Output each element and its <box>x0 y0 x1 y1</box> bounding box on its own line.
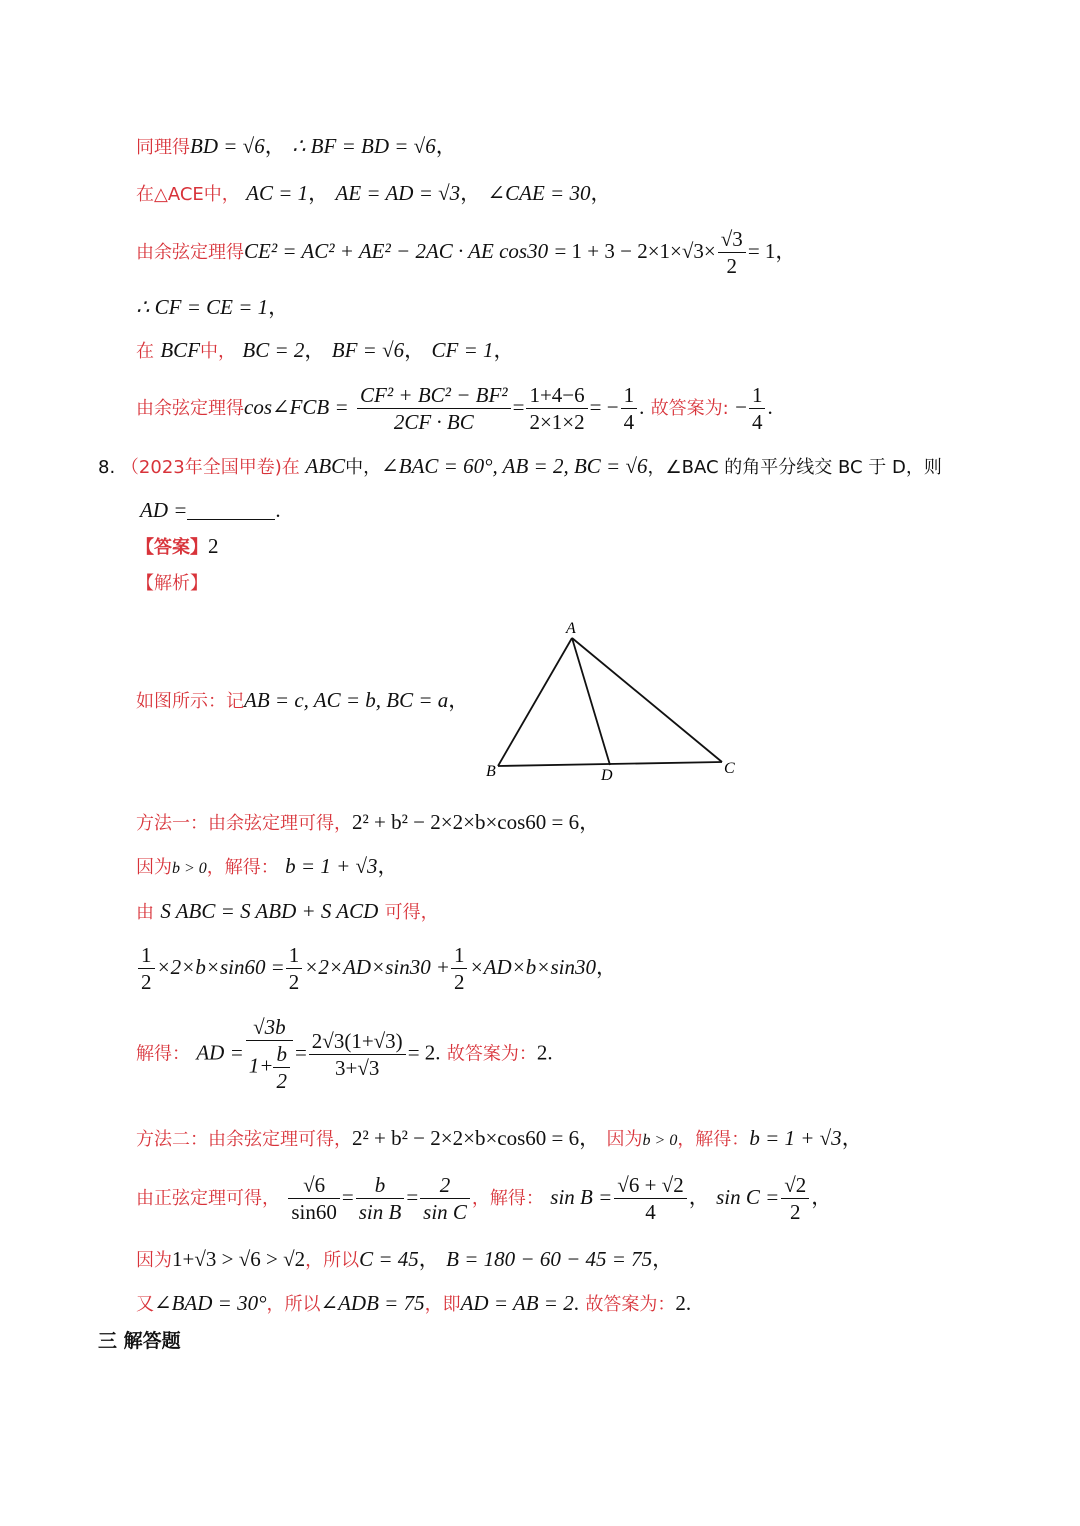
math: 1+√3 > √6 > √2 <box>172 1247 306 1271</box>
text: 方法一：由余弦定理可得， <box>136 813 352 834</box>
math: ∴ CF = CE = 1 <box>136 295 269 319</box>
text: 可得， <box>384 902 439 923</box>
text: 由余弦定理得 <box>136 398 244 419</box>
text: 在 <box>136 341 154 362</box>
text: 由 <box>136 902 154 923</box>
text: 因为 <box>136 1250 172 1271</box>
line-triangle-ace: 在△ACE中， AC = 1， AE = AD = √3， ∠CAE = 30， <box>136 181 612 205</box>
text: 中， <box>345 457 382 478</box>
question-number: 8. <box>98 457 116 478</box>
triangle-figure <box>480 618 750 788</box>
method1-line3 <box>136 898 439 926</box>
answer-label: 【答案】 <box>136 537 208 558</box>
math: BF = √6 <box>331 338 405 362</box>
fraction: $\frac{√2}{2}$ <box>781 1172 809 1225</box>
text: 解得： <box>136 1043 190 1065</box>
label-d: D <box>601 767 613 784</box>
math: cos∠FCB = <box>244 395 349 419</box>
answer-value: 2 <box>536 1040 548 1065</box>
text: 如图所示：记 <box>136 691 244 712</box>
math: b = 1 + √3 <box>749 1126 842 1150</box>
text: 中， <box>200 341 237 362</box>
label-b: B <box>486 763 496 780</box>
math: BC = 2 <box>242 338 305 362</box>
label-a: A <box>566 620 576 637</box>
fraction: $\frac{1}{4}$ <box>621 382 638 435</box>
line-cos-fcb: 由余弦定理得cos∠FCB = $\frac{\text{CF² + BC² − BF²}}{2CF \cdot BC}$ = $\frac{1+4-6}{2\times 1\times 2}$ = − $\frac{1}{4}$ . 故答案为: − $\frac{1}{4}$ . <box>136 383 773 434</box>
text: 因为 <box>136 857 172 878</box>
fraction: $\frac{√6}{\sin 60}$ <box>288 1172 340 1225</box>
math: = 1 <box>747 239 776 263</box>
line-cosine-ce: 由余弦定理得CE² = AC² + AE² − 2AC · AE cos30 = 1 + 3 − 2×1×√3× $\frac{√3}{2}$ = 1， <box>136 227 797 278</box>
analysis-label: 【解析】 <box>136 573 208 594</box>
math: AB = c, AC = b, BC = a <box>244 688 449 712</box>
fraction: $\frac{1+4-6}{2\times 1\times 2}$ <box>526 382 587 435</box>
side-ac <box>572 638 722 762</box>
answer-value: 2 <box>208 534 219 558</box>
text: ，解得： <box>471 1188 544 1209</box>
math: ∠BAD = 30° <box>154 1291 267 1315</box>
text: 因为 <box>606 1129 643 1150</box>
line-cf-equals-ce: ∴ CF = CE = 1， <box>136 295 290 319</box>
analysis <box>136 569 208 597</box>
text: 故答案为： <box>585 1294 676 1315</box>
method2-line1: 方法二：由余弦定理可得，2² + b² − 2×2×b×cos60 = 6， 因为b > 0，解得：b = 1 + √3， <box>136 1126 863 1150</box>
math: AE = AD = √3 <box>335 181 461 205</box>
math: sin C = <box>716 1185 780 1209</box>
method2-line2: 由正弦定理可得， $\frac{√6}{\sin 60}$ = $\frac{b}{\text{sin B}}$ = $\frac{2}{\text{sin C}}$ ，解得： sin B = $\frac{√6 + √2}{4}$ ， sin C = $\frac{√2}{2}$ ， <box>136 1173 833 1224</box>
math: S ABC = S ABD + S ACD <box>160 899 379 923</box>
text: ，所以 <box>266 1294 321 1315</box>
text: ，即 <box>424 1294 461 1315</box>
label-c: C <box>724 760 735 777</box>
math: ×2×b×sin60 <box>156 955 266 979</box>
text: 故答案为： <box>446 1043 537 1065</box>
method1-line5: 解得： AD = √3b 1+ $\frac{b}{2}$ = $\frac{2√3(1+√3)}{3+√3}$ = 2. 故答案为：2. <box>136 1015 553 1093</box>
math: AC = 1 <box>246 181 309 205</box>
math: AD = AB = 2 <box>460 1291 574 1315</box>
question-8 <box>98 453 942 481</box>
text: ，解得： <box>206 857 279 878</box>
line-bd-equals-root6: 同理得BD = √6， ∴ BF = BD = √6， <box>136 134 457 158</box>
method2-line4: 又∠BAD = 30°，所以∠ADB = 75，即AD = AB = 2. 故答案为：2. <box>136 1291 692 1315</box>
answer-value: 2 <box>675 1291 686 1315</box>
math: ×2×AD×sin30 <box>304 955 431 979</box>
math: b > 0 <box>172 860 207 877</box>
text: 故答案为: <box>650 398 729 419</box>
math: ∴ BF = BD = √6 <box>292 134 436 158</box>
math: ∠BAC = 60°, AB = 2, BC = √6 <box>381 454 648 478</box>
method1-line2: 因为b > 0，解得： b = 1 + √3， <box>136 854 399 878</box>
math: = 2 <box>407 1040 436 1065</box>
math: C = 45 <box>359 1247 419 1271</box>
math: B = 180 − 60 − 45 = 75 <box>446 1247 653 1271</box>
fraction: $\frac{2√3(1+√3)}{3+√3}$ <box>309 1028 406 1081</box>
math: CE² = AC² + AE² − 2AC · AE cos30 <box>244 239 549 263</box>
math: ×AD×b×sin30 <box>469 955 596 979</box>
math: 2² + b² − 2×2×b×cos60 = 6 <box>352 1126 580 1150</box>
fraction-half: $\frac{1}{2}$ <box>286 942 303 995</box>
method1-line4: $\frac{1}{2}$ ×2×b×sin60 = $\frac{1}{2}$ ×2×AD×sin30 + $\frac{1}{2}$ ×AD×b×sin30， <box>136 942 617 995</box>
math: CF = 1 <box>431 338 494 362</box>
math: AD = <box>140 498 188 522</box>
fraction: $\frac{2}{\text{sin C}}$ <box>420 1172 470 1225</box>
text: ，所以 <box>305 1250 360 1271</box>
math: BCF <box>160 338 201 362</box>
section-title: 三 解答题 <box>98 1330 181 1352</box>
math: = 1 + 3 − 2×1×√3× <box>554 239 716 263</box>
fraction: $\frac{√3}{2}$ <box>718 226 746 279</box>
answer-blank <box>187 519 275 520</box>
text: 由余弦定理得 <box>136 242 244 263</box>
text: ，解得： <box>677 1129 750 1150</box>
line-triangle-bcf: 在 BCF中， BC = 2， BF = √6， CF = 1， <box>136 338 515 362</box>
math: b > 0 <box>642 1132 678 1149</box>
method2-line3: 因为1+√3 > √6 > √2，所以C = 45， B = 180 − 60 − 45 = 75， <box>136 1247 674 1271</box>
math: AD = <box>196 1040 244 1065</box>
math: 2² + b² − 2×2×b×cos60 = 6 <box>352 810 580 834</box>
fraction: √3b 1+ $\frac{b}{2}$ <box>246 1014 293 1094</box>
side-ab <box>498 638 572 766</box>
math: BD = √6 <box>190 134 265 158</box>
fraction: $\frac{√6 + √2}{4}$ <box>614 1172 686 1225</box>
fraction-half: $\frac{1}{2}$ <box>138 942 155 995</box>
math: ∠ADB = 75 <box>320 1291 425 1315</box>
math: b = 1 + √3 <box>285 854 378 878</box>
fraction: $\frac{b}{\text{sin B}}$ <box>356 1172 405 1225</box>
math: sin B = <box>550 1185 613 1209</box>
fraction: $\frac{1}{4}$ <box>749 382 766 435</box>
text: 由正弦定理可得， <box>136 1188 280 1209</box>
text: 方法二：由余弦定理可得， <box>136 1129 352 1150</box>
math: ∠CAE = 30 <box>487 181 591 205</box>
text: 又 <box>136 1294 154 1315</box>
answer <box>136 533 219 561</box>
fraction-half: $\frac{1}{2}$ <box>451 942 468 995</box>
text: 在△ACE中， <box>136 184 240 205</box>
method1-line1: 方法一：由余弦定理可得，2² + b² − 2×2×b×cos60 = 6， <box>136 810 601 834</box>
question-source: （2023年全国甲卷)在 <box>120 457 300 478</box>
math: ABC <box>305 454 346 478</box>
question-answer-line: AD = . <box>140 498 281 522</box>
text: ，∠BAC 的角平分线交 BC 于 D，则 <box>647 457 942 478</box>
bisector-ad <box>572 638 610 765</box>
fraction: $\frac{\text{CF² + BC² − BF²}}{2CF \cdot BC}$ <box>357 382 511 435</box>
text: 同理得 <box>136 137 190 158</box>
figure-intro: 如图所示：记AB = c, AC = b, BC = a， <box>136 688 470 712</box>
